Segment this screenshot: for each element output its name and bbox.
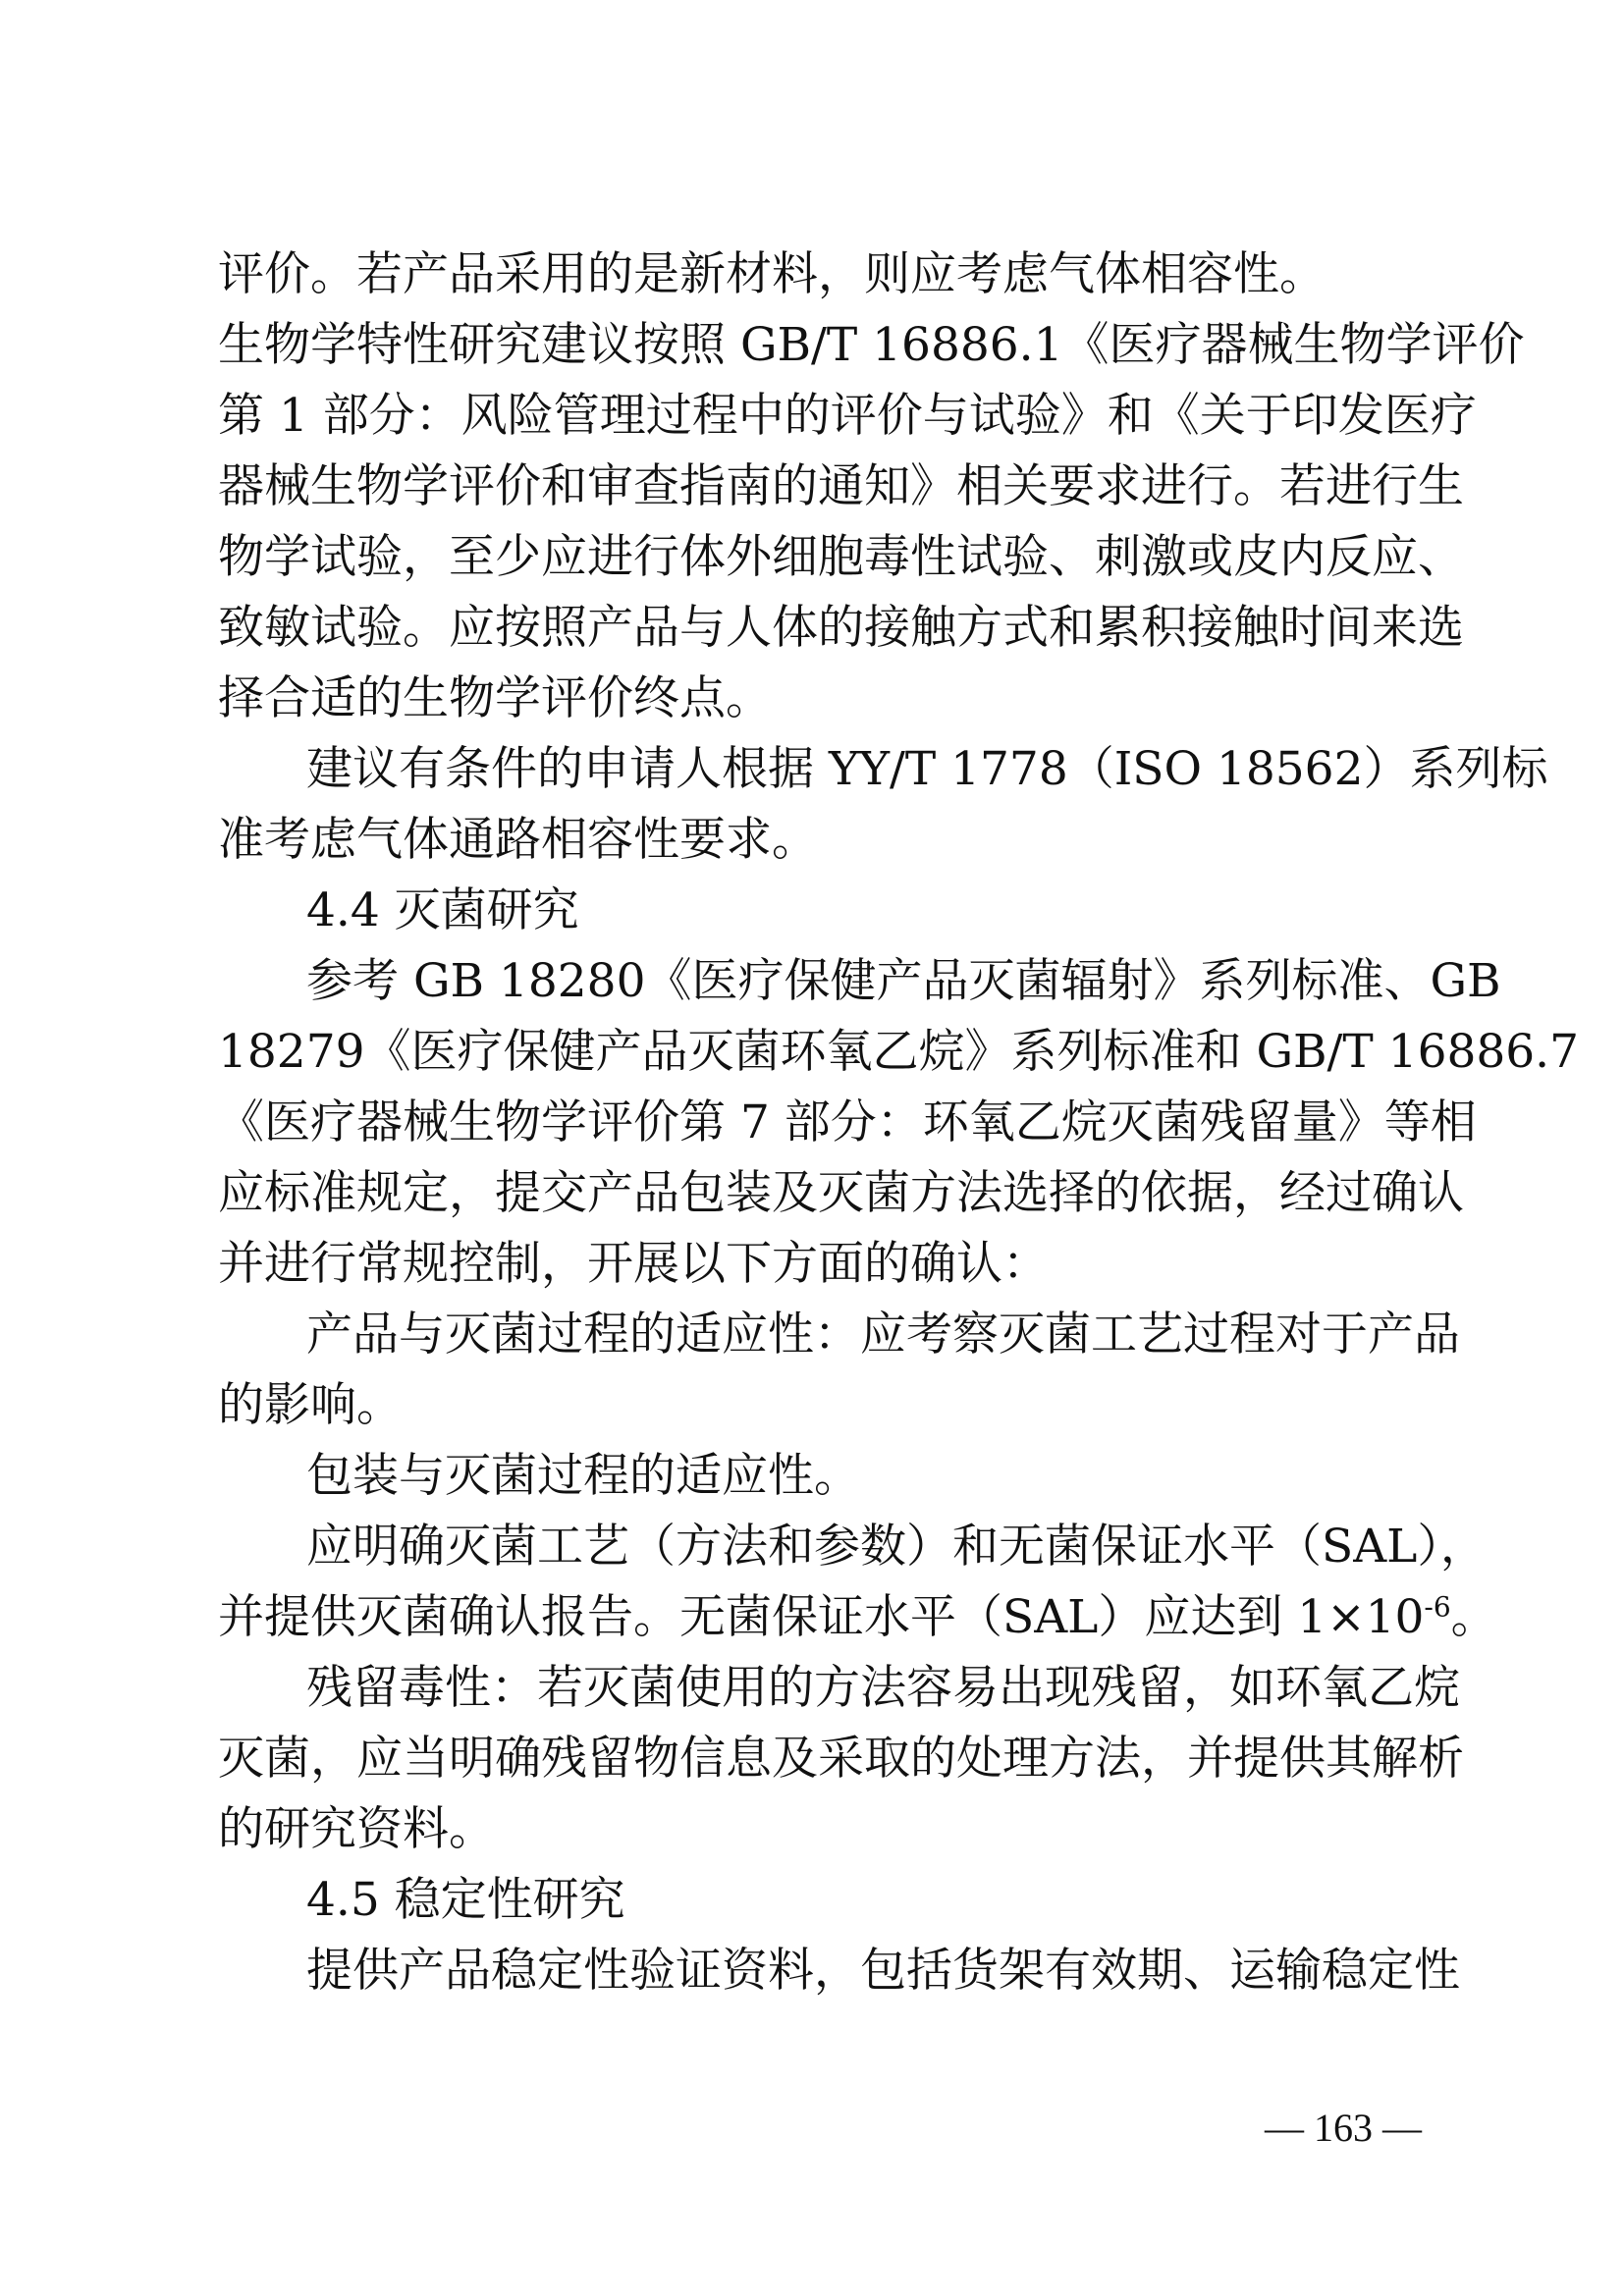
superscript-exponent: -6 xyxy=(1424,1590,1451,1624)
text-line: 并进行常规控制，开展以下方面的确认： xyxy=(218,1237,1049,1291)
text-line: 第 1 部分：风险管理过程中的评价与试验》和《关于印发医疗 xyxy=(218,389,1477,443)
text-line: 产品与灭菌过程的适应性：应考察灭菌工艺过程对于产品 xyxy=(306,1308,1460,1362)
text-line: 择合适的生物学评价终点。 xyxy=(218,671,772,725)
text-line: 生物学特性研究建议按照 GB/T 16886.1《医疗器械生物学评价 xyxy=(218,318,1525,372)
text-line: 18279《医疗保健产品灭菌环氧乙烷》系列标准和 GB/T 16886.7 xyxy=(218,1025,1580,1079)
text-run: 并提供灭菌确认报告。无菌保证水平（SAL）应达到 1×10 xyxy=(218,1590,1425,1644)
text-line xyxy=(218,1588,1497,1647)
section-heading: 4.5 稳定性研究 xyxy=(306,1873,625,1927)
text-run: 。 xyxy=(1450,1590,1497,1644)
text-line: 的影响。 xyxy=(218,1378,403,1432)
text-line: 准考虑气体通路相容性要求。 xyxy=(218,813,818,867)
page-number: — 163 — xyxy=(1265,2106,1422,2150)
text-line: 灭菌，应当明确残留物信息及采取的处理方法，并提供其解析 xyxy=(218,1732,1464,1786)
text-line: 建议有条件的申请人根据 YY/T 1778（ISO 18562）系列标 xyxy=(306,742,1548,796)
text-line: 应明确灭菌工艺（方法和参数）和无菌保证水平（SAL）， xyxy=(306,1520,1487,1574)
text-line: 残留毒性：若灭菌使用的方法容易出现残留，如环氧乙烷 xyxy=(306,1661,1460,1715)
text-line: 参考 GB 18280《医疗保健产品灭菌辐射》系列标准、GB xyxy=(306,954,1501,1008)
text-line: 评价。若产品采用的是新材料，则应考虑气体相容性。 xyxy=(218,247,1326,301)
text-line: 《医疗器械生物学评价第 7 部分：环氧乙烷灭菌残留量》等相 xyxy=(218,1095,1477,1149)
text-line: 提供产品稳定性验证资料，包括货架有效期、运输稳定性 xyxy=(306,1944,1460,1998)
text-line: 致敏试验。应按照产品与人体的接触方式和累积接触时间来选 xyxy=(218,601,1464,655)
section-heading: 4.4 灭菌研究 xyxy=(306,883,579,937)
text-line: 器械生物学评价和审查指南的通知》相关要求进行。若进行生 xyxy=(218,459,1464,513)
text-line: 的研究资料。 xyxy=(218,1802,495,1856)
text-line: 应标准规定，提交产品包装及灭菌方法选择的依据，经过确认 xyxy=(218,1166,1464,1220)
text-line: 包装与灭菌过程的适应性。 xyxy=(306,1449,860,1503)
text-line: 物学试验，至少应进行体外细胞毒性试验、刺激或皮内反应、 xyxy=(218,530,1464,584)
